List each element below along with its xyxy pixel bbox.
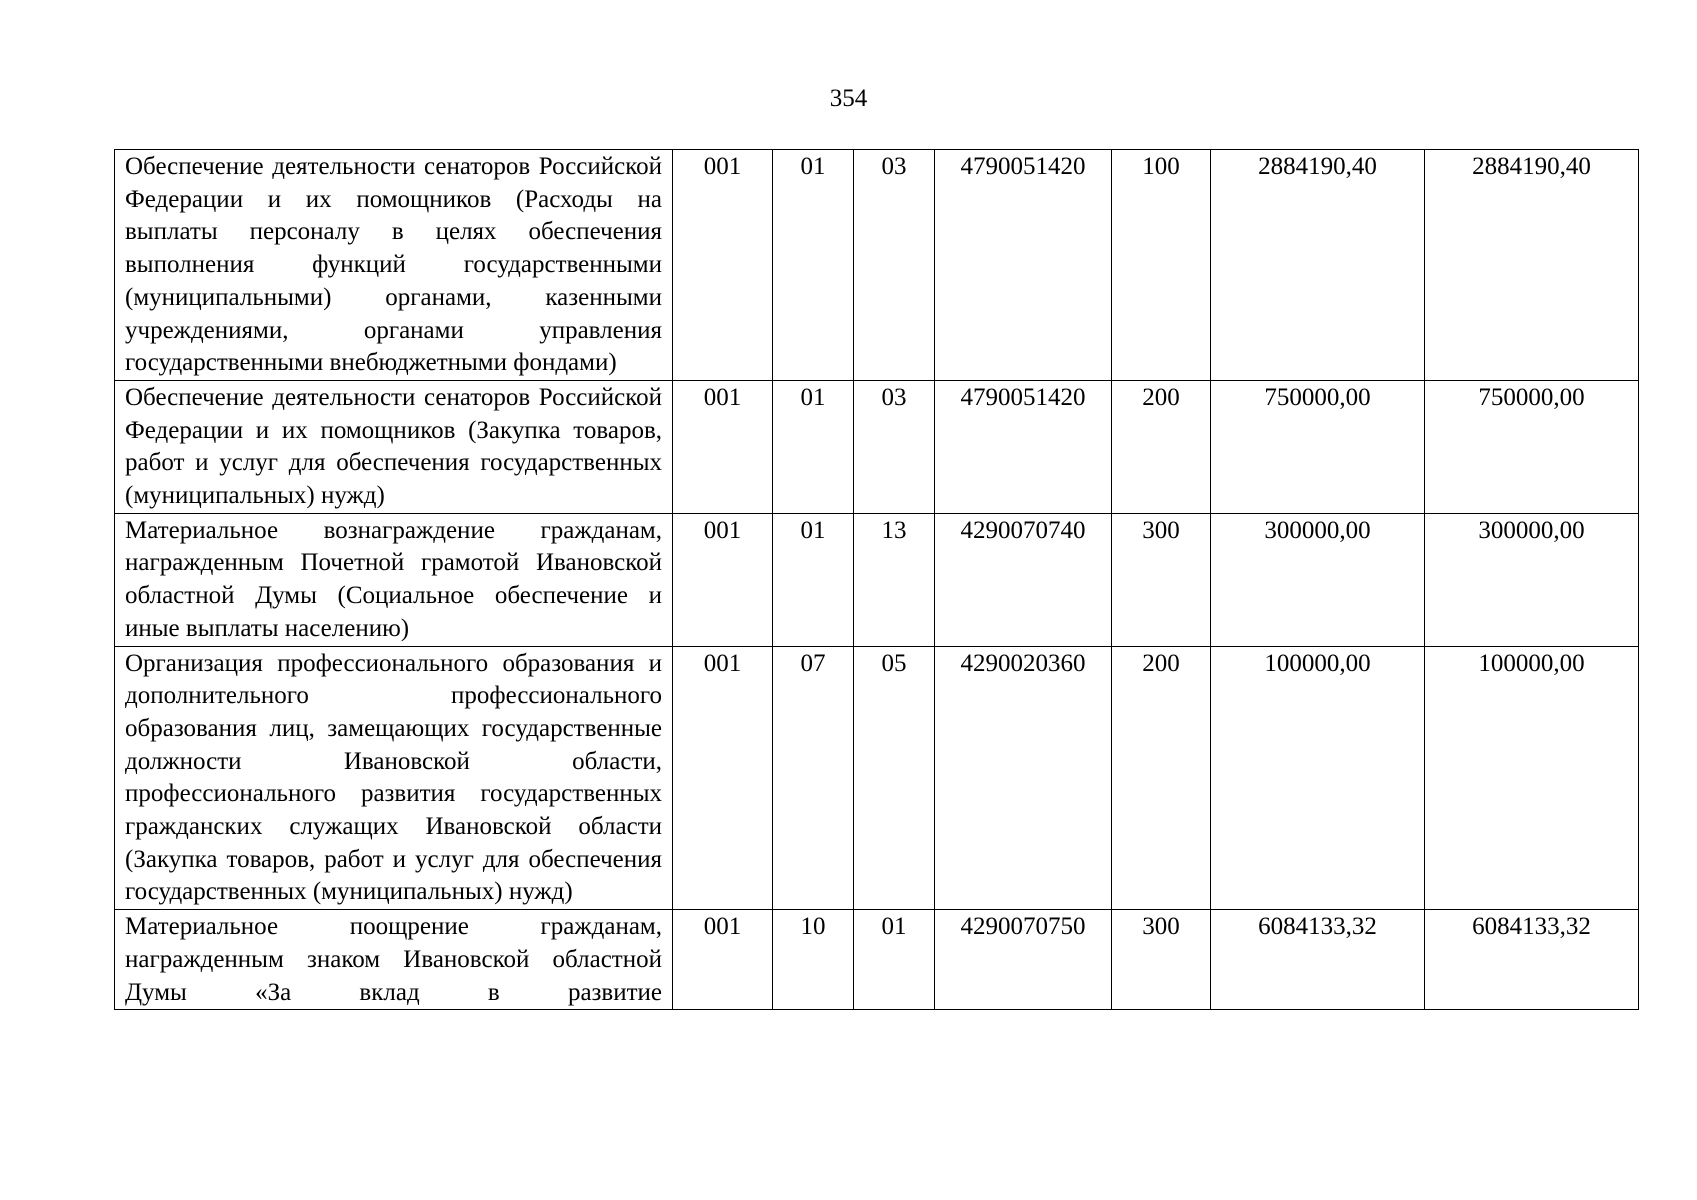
section-code: 10 (773, 910, 854, 1010)
section-code: 01 (773, 513, 854, 646)
expense-description: Материальное поощрение гражданам, награжденным знаком Ивановской областной Думы «За вклад в развитие (115, 910, 673, 1010)
expense-type-code: 100 (1112, 150, 1211, 381)
expense-description: Материальное вознаграждение гражданам, награжденным Почетной грамотой Ивановской областной Думы (Социальное обеспечение и иные выплаты населению) (115, 513, 673, 646)
admin-code: 001 (673, 513, 773, 646)
expense-description: Организация профессионального образования и дополнительного профессионального образования лиц, замещающих государственные должности Ивановской области, профессионального развития государственных гражданских служащих Ивановской области (Закупка товаров, работ и услуг для обеспечения государственных (муниципальных) нужд) (115, 646, 673, 910)
budget-table (114, 149, 1639, 1010)
subsection-code: 05 (854, 646, 935, 910)
target-article-code: 4790051420 (935, 150, 1112, 381)
expense-type-code: 200 (1112, 646, 1211, 910)
amount-second: 300000,00 (1425, 513, 1639, 646)
target-article-code: 4790051420 (935, 380, 1112, 513)
table-row (115, 150, 1639, 381)
section-code: 01 (773, 380, 854, 513)
amount-first: 750000,00 (1211, 380, 1425, 513)
subsection-code: 03 (854, 150, 935, 381)
admin-code: 001 (673, 910, 773, 1010)
target-article-code: 4290020360 (935, 646, 1112, 910)
section-code: 07 (773, 646, 854, 910)
admin-code: 001 (673, 380, 773, 513)
table-row (115, 646, 1639, 910)
table-row (115, 910, 1639, 1010)
target-article-code: 4290070750 (935, 910, 1112, 1010)
page-number: 354 (829, 85, 868, 112)
target-article-code: 4290070740 (935, 513, 1112, 646)
amount-first: 6084133,32 (1211, 910, 1425, 1010)
amount-second: 100000,00 (1425, 646, 1639, 910)
amount-second: 6084133,32 (1425, 910, 1639, 1010)
subsection-code: 01 (854, 910, 935, 1010)
table-row (115, 380, 1639, 513)
table-row (115, 513, 1639, 646)
expense-type-code: 300 (1112, 910, 1211, 1010)
amount-first: 2884190,40 (1211, 150, 1425, 381)
amount-second: 750000,00 (1425, 380, 1639, 513)
section-code: 01 (773, 150, 854, 381)
admin-code: 001 (673, 150, 773, 381)
subsection-code: 13 (854, 513, 935, 646)
expense-description: Обеспечение деятельности сенаторов Российской Федерации и их помощников (Расходы на выплаты персоналу в целях обеспечения выполнения функций государственными (муниципальными) органами, казенными учреждениями, органами управления государственными внебюджетными фондами) (115, 150, 673, 381)
expense-type-code: 200 (1112, 380, 1211, 513)
amount-first: 100000,00 (1211, 646, 1425, 910)
expense-type-code: 300 (1112, 513, 1211, 646)
amount-second: 2884190,40 (1425, 150, 1639, 381)
amount-first: 300000,00 (1211, 513, 1425, 646)
admin-code: 001 (673, 646, 773, 910)
subsection-code: 03 (854, 380, 935, 513)
expense-description: Обеспечение деятельности сенаторов Российской Федерации и их помощников (Закупка товаров, работ и услуг для обеспечения государственных (муниципальных) нужд) (115, 380, 673, 513)
